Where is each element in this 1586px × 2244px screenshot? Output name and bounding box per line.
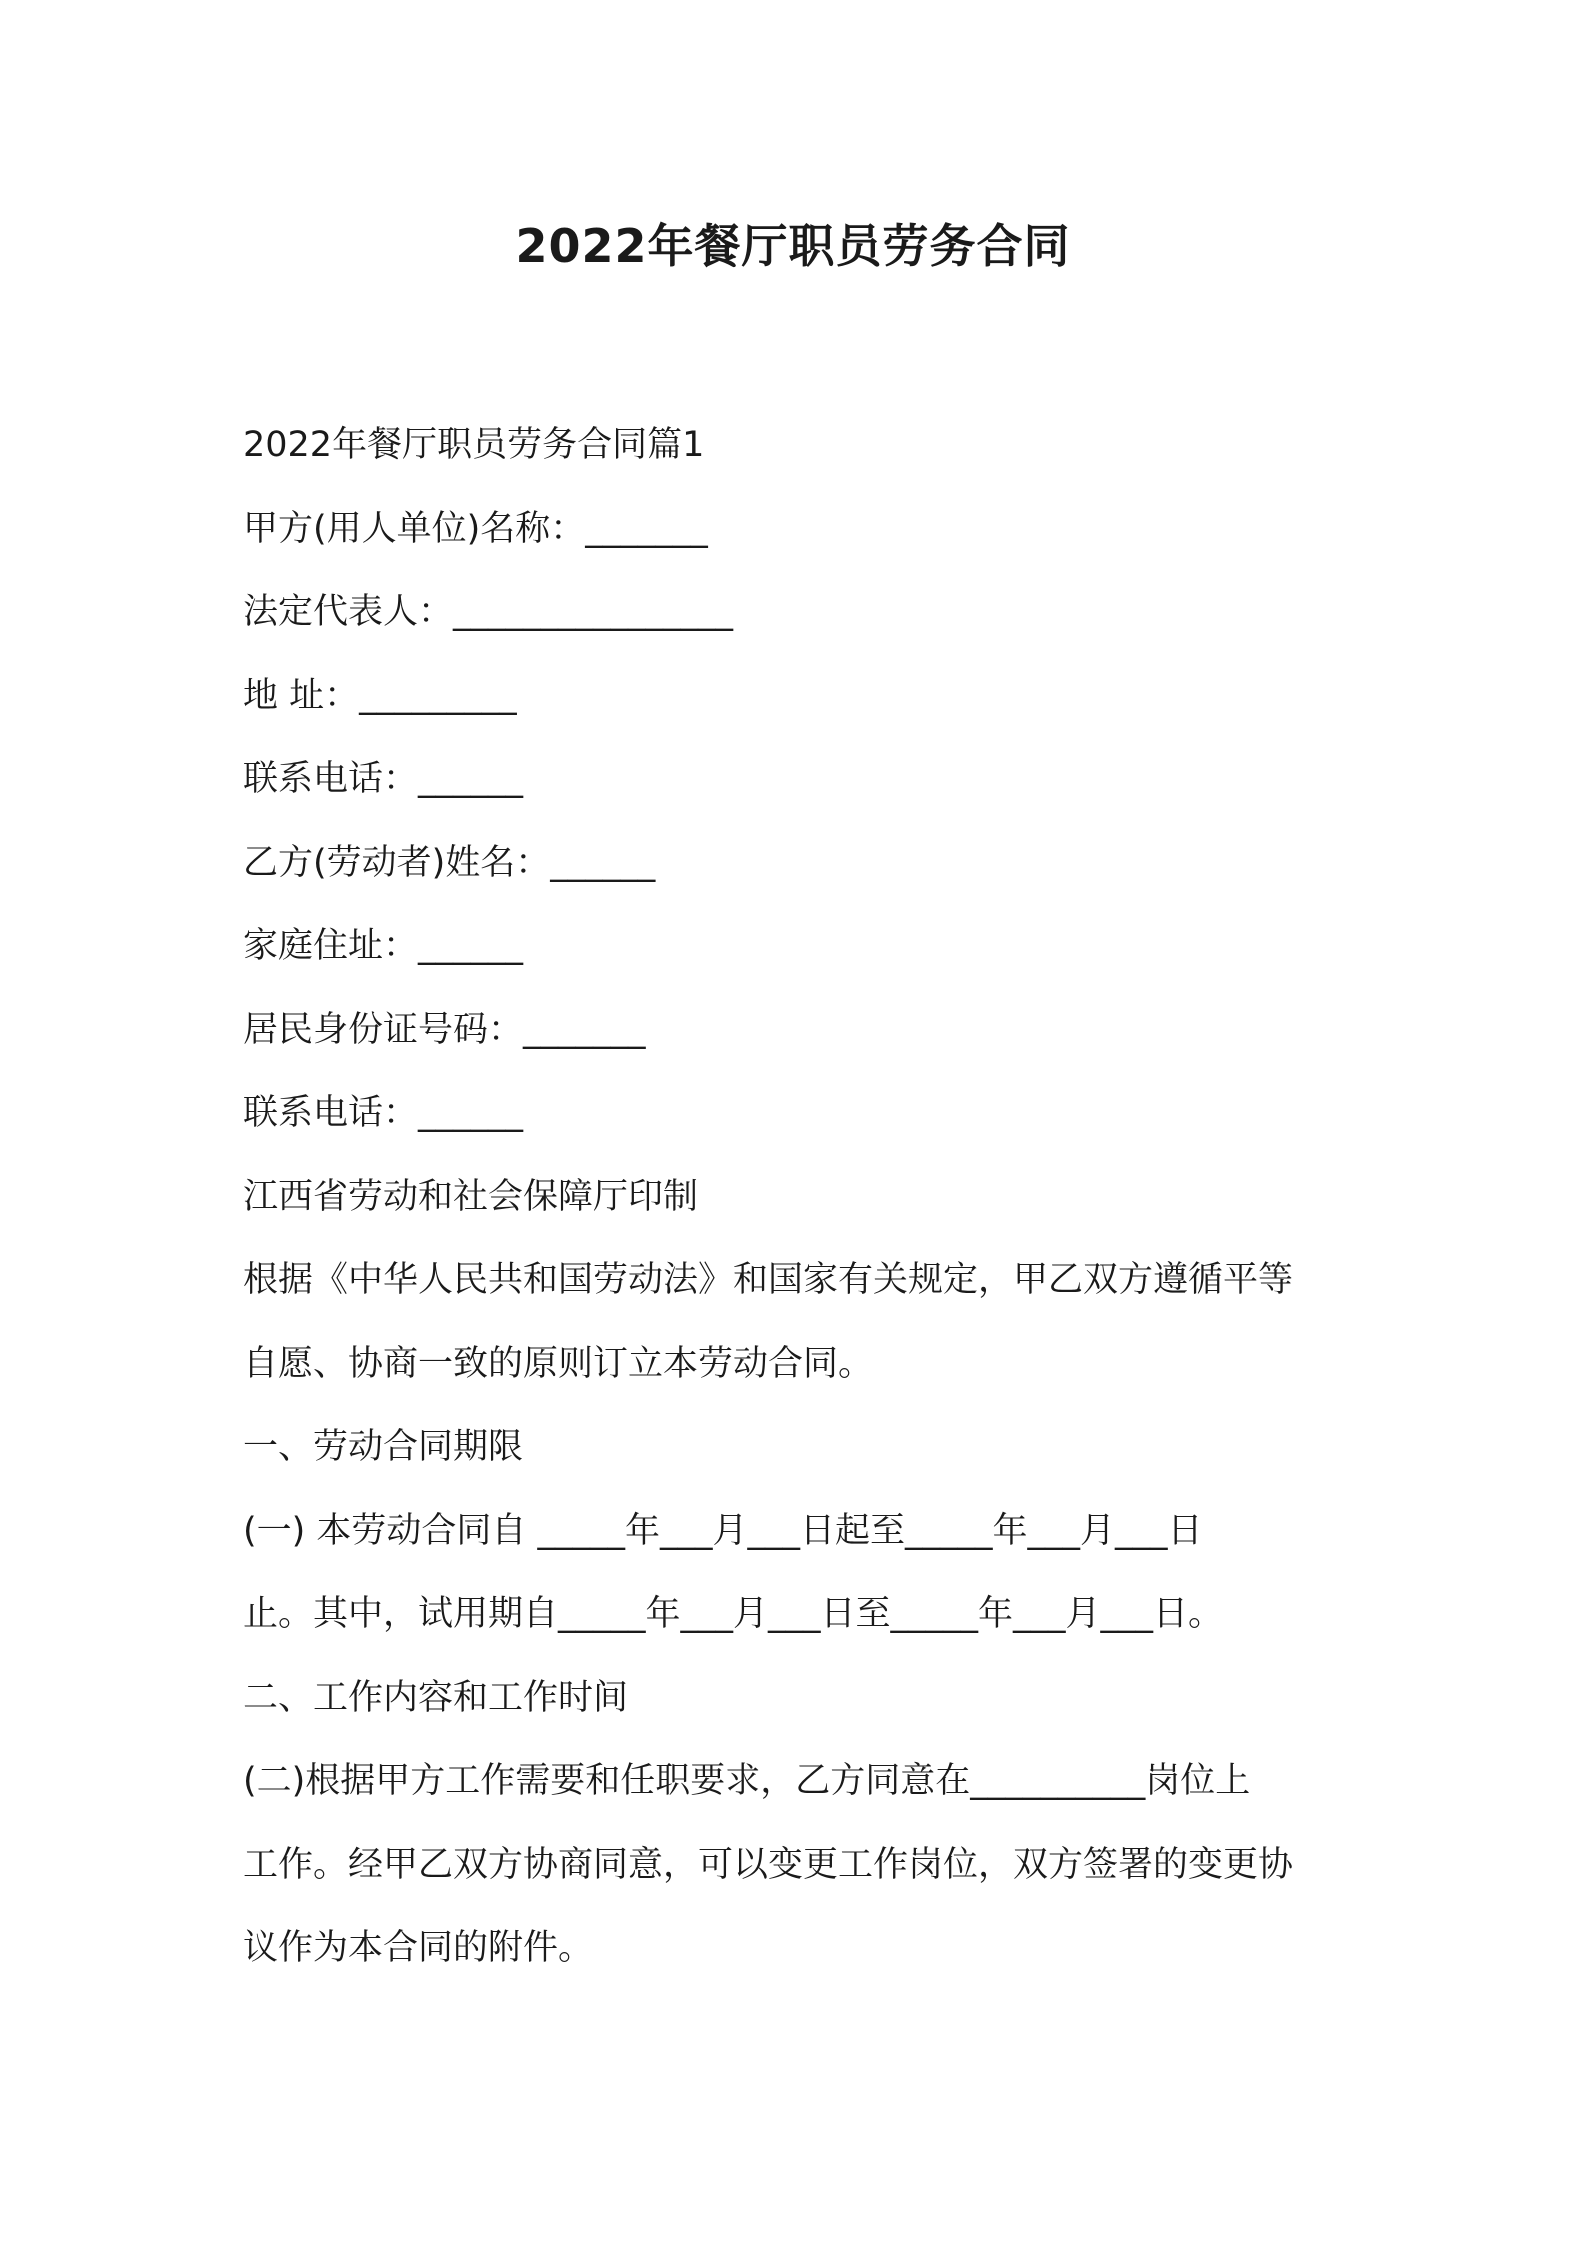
clause-heading: 二、工作内容和工作时间 xyxy=(243,1677,629,1718)
document-title: 2022年餐厅职员劳务合同 xyxy=(515,219,1071,273)
address-field: 地 址：_________ xyxy=(243,675,517,716)
paragraph-line: (一) 本劳动合同自 _____年___月___日起至_____年___月___日 xyxy=(243,1510,1203,1551)
paragraph-line: 止。其中，试用期自_____年___月___日至_____年___月___日。 xyxy=(243,1594,1224,1634)
paragraph-line: 自愿、协商一致的原则订立本劳动合同。 xyxy=(243,1343,874,1384)
issuer-line: 江西省劳动和社会保障厅印制 xyxy=(243,1176,699,1217)
legal-representative-field: 法定代表人：________________ xyxy=(243,592,734,632)
paragraph-line: 议作为本合同的附件。 xyxy=(243,1928,594,1968)
home-address-field: 家庭住址：______ xyxy=(243,926,524,966)
clause-heading: 一、劳动合同期限 xyxy=(243,1427,524,1467)
document-body xyxy=(243,404,1363,1991)
party-a-name-field: 甲方(用人单位)名称：_______ xyxy=(243,508,708,549)
paragraph-line: 根据《中华人民共和国劳动法》和国家有关规定，甲乙双方遵循平等 xyxy=(243,1260,1294,1300)
paragraph-line: (二)根据甲方工作需要和任职要求，乙方同意在__________岗位上 xyxy=(243,1761,1251,1801)
party-b-name-field: 乙方(劳动者)姓名：______ xyxy=(243,842,656,883)
party-b-phone-field: 联系电话：______ xyxy=(243,1093,524,1133)
paragraph-line: 工作。经甲乙双方协商同意，可以变更工作岗位，双方签署的变更协 xyxy=(243,1844,1294,1885)
id-number-field: 居民身份证号码：_______ xyxy=(243,1009,646,1050)
section-heading: 2022年餐厅职员劳务合同篇1 xyxy=(243,425,705,465)
party-a-phone-field: 联系电话：______ xyxy=(243,759,524,799)
